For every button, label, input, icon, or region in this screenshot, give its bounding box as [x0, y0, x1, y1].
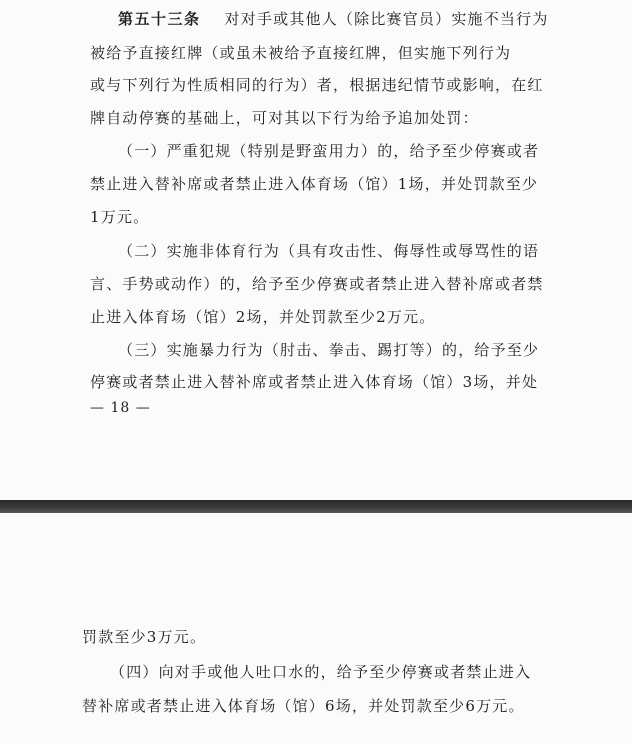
text-line: 牌自动停赛的基础上，可对其以下行为给予追加处罚：: [90, 109, 479, 127]
text-line: 止进入体育场（馆）2场，并处罚款至少2万元。: [90, 308, 436, 326]
text-line: 替补席或者禁止进入体育场（馆）6场，并处罚款至少6万元。: [82, 697, 525, 715]
text-line: 1万元。: [90, 208, 150, 226]
text-line: 对对手或其他人（除比赛官员）实施不当行为: [224, 10, 549, 28]
text-line: 罚款至少3万元。: [82, 628, 207, 646]
text-line: （三）实施暴力行为（肘击、拳击、踢打等）的，给予至少: [118, 341, 540, 359]
article-number: 第五十三条: [118, 10, 201, 28]
document-page-bottom: [0, 513, 632, 744]
text-line: 被给予直接红牌（或虽未被给予直接红牌，但实施下列行为: [90, 44, 512, 62]
text-line: 停赛或者禁止进入替补席或者禁止进入体育场（馆）3场，并处: [90, 373, 539, 391]
page-divider: [0, 500, 632, 513]
page-number: — 18 —: [90, 400, 151, 416]
text-line: 或与下列行为性质相同的行为）者，根据违纪情节或影响，在红: [90, 76, 544, 94]
text-line: （四）向对手或他人吐口水的，给予至少停赛或者禁止进入: [110, 663, 532, 681]
text-line: （一）严重犯规（特别是野蛮用力）的，给予至少停赛或者: [118, 142, 540, 160]
text-line: 言、手势或动作）的，给予至少停赛或者禁止进入替补席或者禁: [90, 275, 544, 293]
article-heading-line: [118, 10, 549, 28]
text-line: （二）实施非体育行为（具有攻击性、侮辱性或辱骂性的语: [118, 242, 540, 260]
text-line: 禁止进入替补席或者禁止进入体育场（馆）1场，并处罚款至少: [90, 175, 539, 193]
